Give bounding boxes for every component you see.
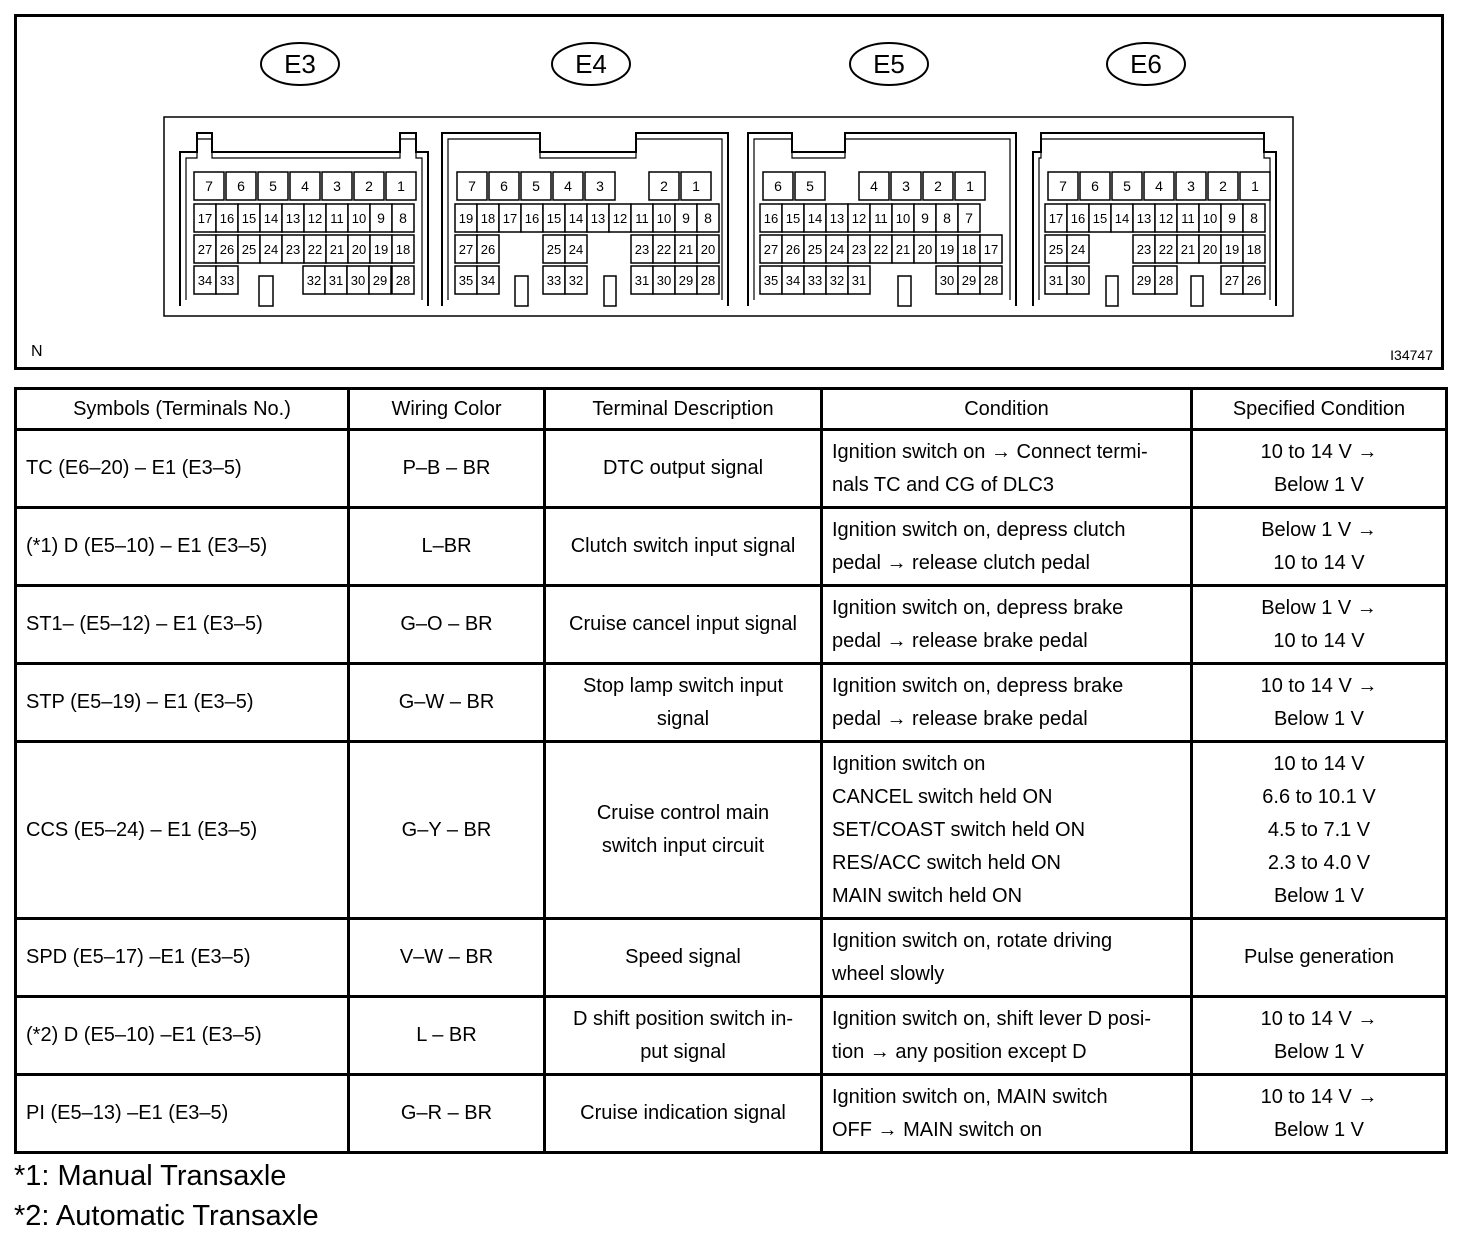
terminal-number: 23	[634, 242, 650, 257]
terminal-number: 11	[1181, 211, 1195, 226]
terminal-number: 14	[807, 211, 823, 226]
table-header-row	[16, 389, 1447, 430]
terminal-number: 22	[1158, 242, 1174, 257]
terminal-number: 28	[1158, 273, 1174, 288]
cell-condition	[822, 997, 1192, 1075]
header-wiring-color: Wiring Color	[349, 389, 545, 430]
terminal-number: 29	[961, 273, 977, 288]
cell-wiring-color: G–Y – BR	[349, 742, 545, 919]
cell-wiring-color: P–B – BR	[349, 430, 545, 508]
cell-symbol: SPD (E5–17) –E1 (E3–5)	[16, 919, 349, 997]
terminal-number: 28	[983, 273, 999, 288]
terminal-number: 32	[568, 273, 584, 288]
cell-condition	[822, 1075, 1192, 1153]
cell-wiring-color: G–W – BR	[349, 664, 545, 742]
terminal-number: 3	[333, 178, 341, 194]
terminal-number: 5	[1123, 178, 1131, 194]
table-row	[16, 430, 1447, 508]
terminal-number: 13	[285, 211, 301, 226]
cell-specified	[1192, 586, 1447, 664]
terminal-number: 27	[1224, 273, 1240, 288]
cell-condition	[822, 742, 1192, 919]
terminal-number: 15	[1092, 211, 1108, 226]
cell-specified-line: Below 1 V	[1273, 1040, 1365, 1063]
cell-specified-line: 2.3 to 4.0 V	[1267, 851, 1371, 874]
terminal-number: 4	[1155, 178, 1163, 194]
cell-description-line: Clutch switch input signal	[570, 535, 796, 557]
cell-specified-line: Below 1 V	[1273, 707, 1365, 730]
terminal-number: 8	[399, 210, 407, 226]
cell-condition-line: SET/COAST switch held ON	[832, 818, 1086, 841]
terminal-number: 2	[660, 178, 668, 194]
connector-label: E5	[873, 49, 905, 79]
cell-condition-line: pedal → release brake pedal	[832, 707, 1088, 730]
cell-description	[545, 742, 822, 919]
terminal-number: 34	[480, 273, 496, 288]
terminal-number: 8	[704, 210, 712, 226]
cell-description-line: D shift position switch in-	[572, 1007, 794, 1030]
terminal-number: 6	[500, 178, 508, 194]
cell-description	[545, 508, 822, 586]
cell-symbol: STP (E5–19) – E1 (E3–5)	[16, 664, 349, 742]
terminal-number: 8	[1250, 210, 1258, 226]
cell-condition-line: Ignition switch on, depress brake	[832, 674, 1124, 697]
cell-condition-line: Ignition switch on	[832, 752, 986, 775]
terminal-number: 5	[532, 178, 540, 194]
terminal-number: 1	[397, 178, 405, 194]
cell-specified-line: 10 to 14 V	[1273, 551, 1365, 574]
cell-symbol: CCS (E5–24) – E1 (E3–5)	[16, 742, 349, 919]
cell-condition-line: Ignition switch on, shift lever D posi-	[832, 1007, 1152, 1030]
terminal-number: 15	[546, 211, 562, 226]
terminal-number: 2	[934, 178, 942, 194]
terminal-number: 3	[1187, 178, 1195, 194]
cell-specified-line: Below 1 V	[1273, 1118, 1365, 1141]
terminal-number: 1	[1251, 178, 1259, 194]
terminal-number: 9	[682, 210, 690, 226]
cell-description-line: Cruise control main	[596, 802, 770, 824]
terminal-number: 22	[873, 242, 889, 257]
terminal-number: 20	[1202, 242, 1218, 257]
terminal-number: 6	[237, 178, 245, 194]
figure-id: I34747	[1390, 347, 1433, 363]
terminal-number: 32	[306, 273, 322, 288]
cell-specified-line: 10 to 14 V →	[1260, 1085, 1378, 1108]
terminal-number: 20	[700, 242, 716, 257]
terminal-number: 30	[656, 273, 672, 288]
table-row	[16, 997, 1447, 1075]
terminal-number: 32	[829, 273, 845, 288]
table-row	[16, 742, 1447, 919]
terminal-number: 31	[634, 273, 650, 288]
terminal-number: 10	[351, 211, 367, 226]
cell-description-line: Cruise indication signal	[580, 1102, 786, 1124]
terminal-number: 2	[365, 178, 373, 194]
connector-diagram	[14, 14, 1444, 370]
cell-condition-line: wheel slowly	[832, 962, 945, 985]
cell-description-line: Speed signal	[625, 946, 741, 968]
terminal-number: 25	[546, 242, 562, 257]
terminal-number: 8	[943, 210, 951, 226]
terminal-number: 9	[921, 210, 929, 226]
cell-description	[545, 664, 822, 742]
cell-description-line: Stop lamp switch input	[582, 674, 784, 697]
cell-symbol: ST1– (E5–12) – E1 (E3–5)	[16, 586, 349, 664]
terminal-number: 9	[377, 210, 385, 226]
cell-condition-line: CANCEL switch held ON	[832, 785, 1053, 808]
cell-description-line: put signal	[640, 1040, 726, 1063]
cell-description	[545, 997, 822, 1075]
terminal-number: 1	[692, 178, 700, 194]
view-note: N	[31, 343, 43, 360]
terminal-number: 34	[197, 273, 213, 288]
terminal-number: 23	[285, 242, 301, 257]
cell-description	[545, 919, 822, 997]
terminal-number: 27	[197, 242, 213, 257]
cell-condition-line: tion → any position except D	[832, 1040, 1087, 1063]
terminal-number: 11	[330, 211, 344, 226]
cell-condition	[822, 919, 1192, 997]
connector-lock-slot	[515, 276, 528, 306]
terminal-number: 20	[917, 242, 933, 257]
cell-symbol: (*2) D (E5–10) –E1 (E3–5)	[16, 997, 349, 1075]
cell-condition	[822, 664, 1192, 742]
cell-condition-line: pedal → release brake pedal	[832, 629, 1088, 652]
connector-lock-slot	[259, 276, 273, 306]
terminal-number: 14	[1114, 211, 1130, 226]
connector-lock-slot	[898, 276, 911, 306]
terminal-number: 21	[678, 242, 694, 257]
terminal-number: 26	[480, 242, 496, 257]
terminal-number: 27	[458, 242, 474, 257]
terminal-number: 7	[468, 178, 476, 194]
table-row	[16, 919, 1447, 997]
terminal-number: 17	[502, 211, 518, 226]
terminal-number: 2	[1219, 178, 1227, 194]
cell-specified	[1192, 430, 1447, 508]
cell-wiring-color: L–BR	[349, 508, 545, 586]
terminal-number: 7	[205, 178, 213, 194]
terminal-number: 3	[902, 178, 910, 194]
cell-specified-line: 10 to 14 V	[1273, 629, 1365, 652]
cell-wiring-color: G–R – BR	[349, 1075, 545, 1153]
terminal-number: 30	[350, 273, 366, 288]
terminal-number: 27	[763, 242, 779, 257]
header-condition: Condition	[822, 389, 1192, 430]
cell-description-line: Cruise cancel input signal	[569, 613, 797, 635]
terminal-number: 31	[851, 273, 867, 288]
table-row	[16, 1075, 1447, 1153]
terminal-number: 26	[785, 242, 801, 257]
terminal-number: 1	[966, 178, 974, 194]
terminal-number: 24	[568, 242, 584, 257]
terminal-number: 24	[1070, 242, 1086, 257]
terminal-number: 19	[458, 211, 474, 226]
cell-condition	[822, 586, 1192, 664]
footnotes	[14, 1156, 319, 1236]
terminal-number: 25	[241, 242, 257, 257]
terminal-number: 17	[983, 242, 999, 257]
cell-description-line: signal	[656, 707, 710, 730]
terminal-number: 18	[1246, 242, 1262, 257]
terminal-number: 25	[1048, 242, 1064, 257]
terminal-number: 17	[197, 211, 213, 226]
terminal-number: 30	[1070, 273, 1086, 288]
cell-wiring-color: L – BR	[349, 997, 545, 1075]
cell-description	[545, 430, 822, 508]
connector-lock-slot	[604, 276, 616, 306]
terminal-number: 12	[851, 211, 867, 226]
cell-specified	[1192, 919, 1447, 997]
table-row	[16, 586, 1447, 664]
terminal-number: 30	[939, 273, 955, 288]
cell-symbol: (*1) D (E5–10) – E1 (E3–5)	[16, 508, 349, 586]
cell-specified-line: 10 to 14 V →	[1260, 674, 1378, 697]
connector-lock-slot	[1106, 276, 1118, 306]
header-terminal-description: Terminal Description	[545, 389, 822, 430]
terminal-number: 10	[895, 211, 911, 226]
terminal-number: 19	[1224, 242, 1240, 257]
terminal-number: 21	[895, 242, 911, 257]
cell-condition-line: pedal → release clutch pedal	[832, 551, 1090, 574]
header-specified-condition: Specified Condition	[1192, 389, 1447, 430]
cell-description-line: switch input circuit	[601, 835, 765, 857]
terminal-number: 19	[939, 242, 955, 257]
terminal-number: 13	[1136, 211, 1152, 226]
cell-specified	[1192, 997, 1447, 1075]
terminal-number: 21	[1180, 242, 1196, 257]
cell-symbol: TC (E6–20) – E1 (E3–5)	[16, 430, 349, 508]
terminal-number: 23	[1136, 242, 1152, 257]
terminal-number: 29	[1136, 273, 1152, 288]
terminal-number: 10	[1202, 211, 1218, 226]
cell-specified-line: Below 1 V →	[1261, 518, 1377, 541]
terminal-number: 3	[596, 178, 604, 194]
terminal-number: 35	[458, 273, 474, 288]
cell-wiring-color: V–W – BR	[349, 919, 545, 997]
cell-description-line: DTC output signal	[602, 457, 764, 479]
terminal-number: 26	[1246, 273, 1262, 288]
cell-condition-line: RES/ACC switch held ON	[832, 851, 1061, 874]
cell-specified-line: Below 1 V	[1273, 884, 1365, 907]
terminal-number: 16	[763, 211, 779, 226]
cell-condition	[822, 430, 1192, 508]
terminal-number: 31	[328, 273, 344, 288]
terminal-number: 12	[307, 211, 323, 226]
terminal-number: 10	[656, 211, 672, 226]
table-row	[16, 508, 1447, 586]
terminal-number: 22	[656, 242, 672, 257]
terminal-number: 15	[785, 211, 801, 226]
terminal-number: 11	[874, 211, 888, 226]
terminal-number: 5	[806, 178, 814, 194]
terminal-number: 33	[546, 273, 562, 288]
cell-specified-line: 10 to 14 V →	[1260, 440, 1378, 463]
terminal-number: 15	[241, 211, 257, 226]
cell-condition-line: Ignition switch on, MAIN switch	[832, 1085, 1108, 1108]
terminal-number: 4	[564, 178, 572, 194]
cell-specified-line: Below 1 V	[1273, 473, 1365, 496]
terminal-number: 29	[372, 273, 388, 288]
terminal-number: 14	[568, 211, 584, 226]
cell-specified-line: 10 to 14 V	[1273, 752, 1365, 775]
terminal-number: 35	[763, 273, 779, 288]
terminal-number: 12	[1158, 211, 1174, 226]
cell-specified-line: 4.5 to 7.1 V	[1267, 818, 1371, 841]
cell-condition-line: nals TC and CG of DLC3	[832, 473, 1054, 496]
terminal-number: 4	[870, 178, 878, 194]
terminal-number: 6	[774, 178, 782, 194]
terminal-number: 13	[590, 211, 606, 226]
terminal-number: 6	[1091, 178, 1099, 194]
cell-condition-line: MAIN switch held ON	[832, 884, 1023, 907]
terminal-number: 9	[1228, 210, 1236, 226]
terminal-number: 16	[524, 211, 540, 226]
cell-specified-line: 6.6 to 10.1 V	[1262, 785, 1376, 808]
terminal-number: 17	[1048, 211, 1064, 226]
cell-wiring-color: G–O – BR	[349, 586, 545, 664]
cell-condition-line: Ignition switch on, depress brake	[832, 596, 1124, 619]
terminal-number: 28	[395, 273, 411, 288]
terminal-number: 26	[219, 242, 235, 257]
terminal-number: 7	[965, 210, 973, 226]
terminal-number: 18	[961, 242, 977, 257]
terminal-number: 12	[612, 211, 628, 226]
cell-condition-line: Ignition switch on → Connect termi-	[832, 440, 1148, 463]
terminal-number: 23	[851, 242, 867, 257]
terminal-number: 33	[219, 273, 235, 288]
terminal-number: 14	[263, 211, 279, 226]
connector-lock-slot	[1191, 276, 1203, 306]
terminal-number: 4	[301, 178, 309, 194]
terminal-number: 18	[480, 211, 496, 226]
cell-description	[545, 586, 822, 664]
cell-specified-line: 10 to 14 V →	[1260, 1007, 1378, 1030]
cell-specified	[1192, 742, 1447, 919]
terminal-number: 24	[829, 242, 845, 257]
terminal-number: 18	[395, 242, 411, 257]
footnote-1: *1: Manual Transaxle	[14, 1160, 287, 1192]
header-symbols: Symbols (Terminals No.)	[16, 389, 349, 430]
connector-label: E4	[575, 49, 607, 79]
terminal-number: 25	[807, 242, 823, 257]
terminal-number: 7	[1059, 178, 1067, 194]
terminal-number: 33	[807, 273, 823, 288]
terminal-number: 19	[373, 242, 389, 257]
cell-specified	[1192, 1075, 1447, 1153]
connector-label: E3	[284, 49, 316, 79]
terminal-number: 5	[269, 178, 277, 194]
cell-description	[545, 1075, 822, 1153]
terminal-number: 24	[263, 242, 279, 257]
table-row	[16, 664, 1447, 742]
terminal-number: 16	[1070, 211, 1086, 226]
terminal-number: 11	[635, 211, 649, 226]
cell-condition-line: Ignition switch on, depress clutch	[832, 518, 1126, 541]
cell-condition-line: Ignition switch on, rotate driving	[832, 929, 1113, 952]
cell-specified	[1192, 664, 1447, 742]
terminal-number: 34	[785, 273, 801, 288]
terminal-number: 31	[1048, 273, 1064, 288]
cell-condition-line: OFF → MAIN switch on	[832, 1118, 1043, 1141]
cell-specified-line: Below 1 V →	[1261, 596, 1377, 619]
terminal-number: 16	[219, 211, 235, 226]
cell-symbol: PI (E5–13) –E1 (E3–5)	[16, 1075, 349, 1153]
footnote-2: *2: Automatic Transaxle	[14, 1200, 319, 1232]
connector-drawing	[17, 17, 1441, 367]
terminal-number: 22	[307, 242, 323, 257]
cell-condition	[822, 508, 1192, 586]
terminal-number: 29	[678, 273, 694, 288]
cell-specified-line: Pulse generation	[1243, 946, 1395, 968]
terminal-inspection-table	[14, 387, 1448, 1154]
connector-label: E6	[1130, 49, 1162, 79]
terminal-number: 20	[351, 242, 367, 257]
terminal-number: 13	[829, 211, 845, 226]
cell-specified	[1192, 508, 1447, 586]
terminal-number: 28	[700, 273, 716, 288]
terminal-number: 21	[329, 242, 345, 257]
